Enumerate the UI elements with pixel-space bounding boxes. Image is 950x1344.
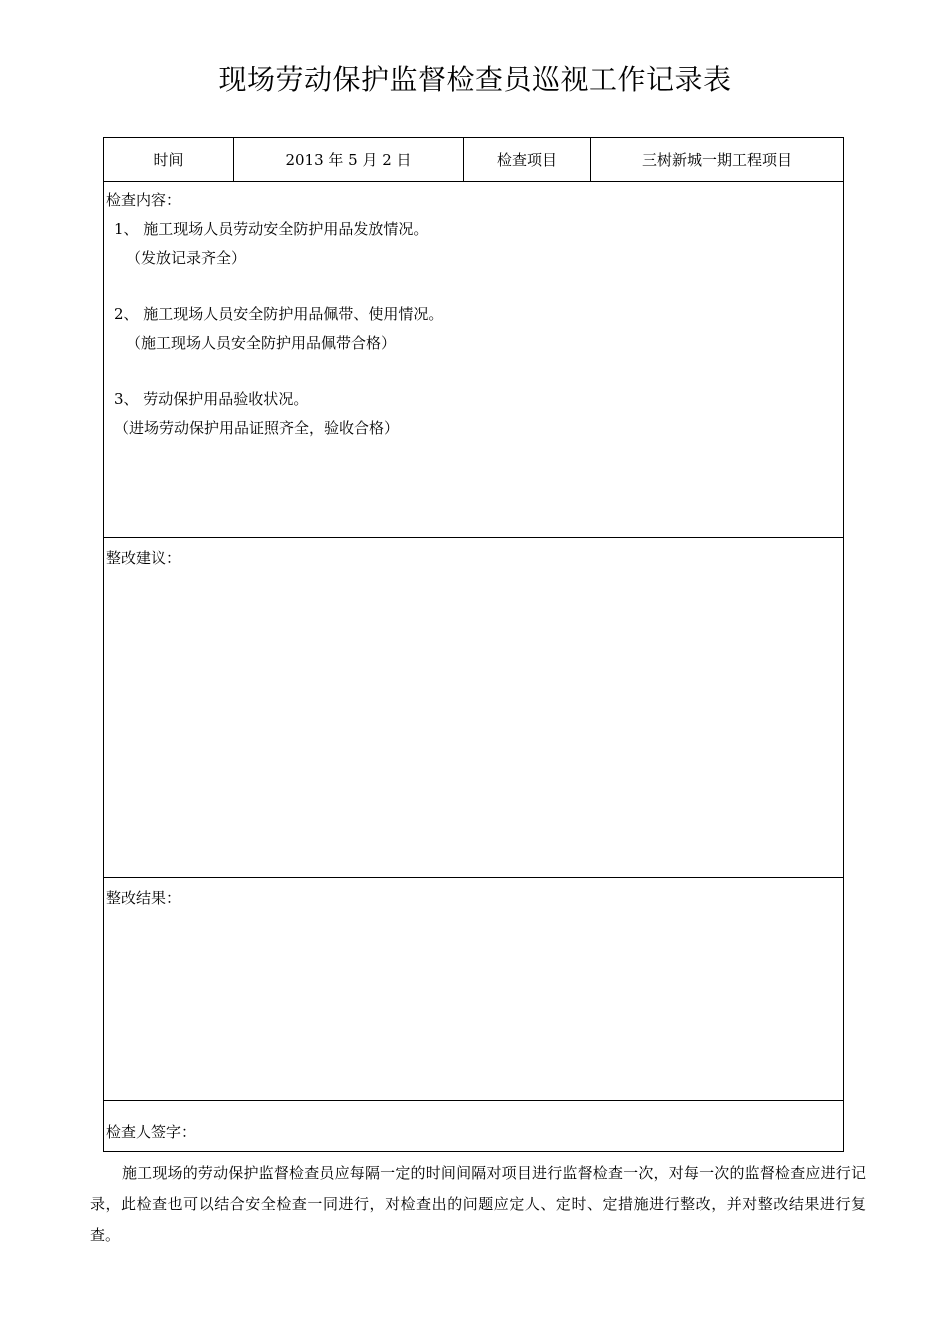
time-label: 时间: [104, 138, 234, 181]
content-item-1: 1、 施工现场人员劳动安全防护用品发放情况。: [114, 220, 429, 238]
rectification-suggestion-label: 整改建议：: [106, 549, 182, 567]
form-header-row: [104, 138, 843, 182]
content-item-2: 2、 施工现场人员安全防护用品佩带、使用情况。: [114, 305, 444, 323]
content-item-1-note: （发放记录齐全）: [126, 249, 247, 267]
rectification-result-section[interactable]: [104, 878, 843, 1101]
content-item-3-note: （进场劳动保护用品证照齐全，验收合格）: [114, 419, 400, 437]
content-item-3: 3、 劳动保护用品验收状况。: [114, 390, 309, 408]
inspection-content-label: 检查内容：: [106, 191, 182, 209]
inspection-content-section[interactable]: [104, 181, 843, 538]
project-value-field[interactable]: 三树新城一期工程项目: [641, 151, 792, 169]
footnote-paragraph: 施工现场的劳动保护监督检查员应每隔一定的时间间隔对项目进行监督检查一次，对每一次的监督检查应进行记录，此检查也可以结合安全检查一同进行，对检查出的问题应定人、定时、定措施进行整改，并对整改结果进行复查。: [90, 1164, 866, 1244]
page-title: 现场劳动保护监督检查员巡视工作记录表: [218, 63, 732, 96]
project-label: 检查项目: [464, 138, 591, 181]
content-item-2-note: （施工现场人员安全防护用品佩带合格）: [126, 334, 397, 352]
rectification-result-label: 整改结果：: [106, 889, 182, 907]
inspector-signature-section[interactable]: [104, 1101, 843, 1151]
time-value-field[interactable]: 2013 年 5 月 2 日: [234, 138, 464, 181]
inspector-signature-label: 检查人签字：: [106, 1123, 197, 1141]
inspection-record-form: [103, 137, 844, 1152]
rectification-suggestion-section[interactable]: [104, 538, 843, 878]
